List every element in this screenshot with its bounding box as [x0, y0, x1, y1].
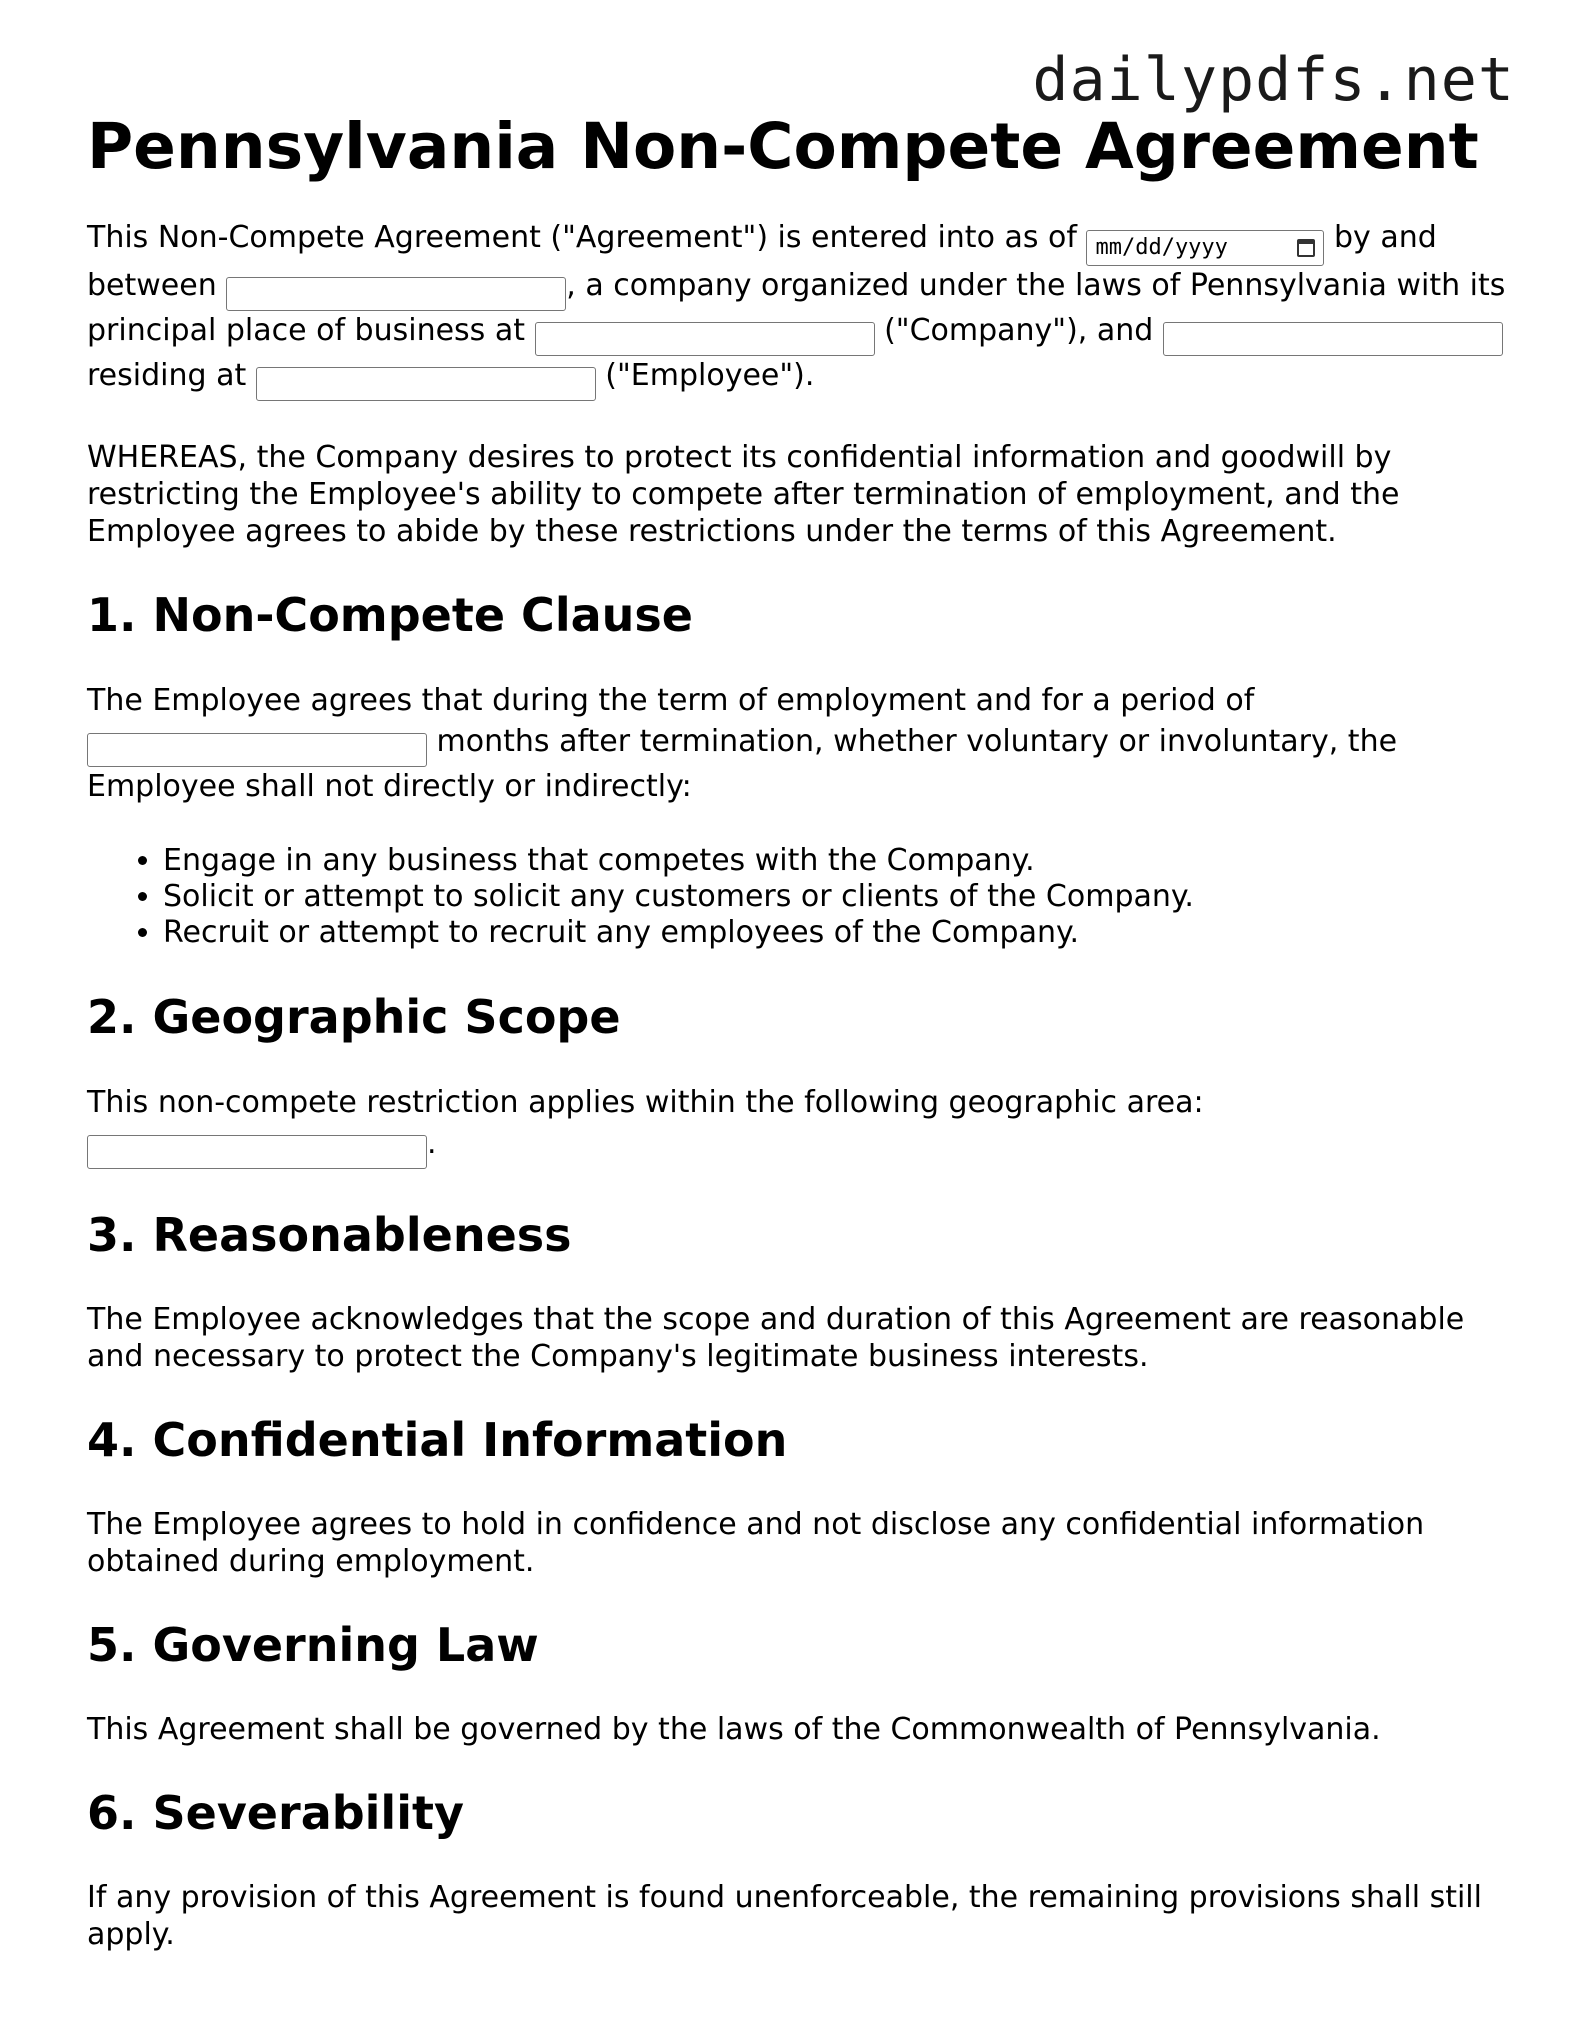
non-compete-text: The Employee agrees that during the term of employment and for a period of: [87, 683, 1255, 719]
intro-text: , a company organized under the laws of Pennsylvania with its principal place of business at: [87, 268, 1506, 349]
geographic-scope-paragraph: [87, 1083, 1507, 1169]
intro-paragraph: [87, 218, 1507, 401]
intro-text: residing at: [87, 358, 256, 394]
section-heading-governing-law: 5. Governing Law: [87, 1617, 539, 1672]
section-heading-geographic-scope: 2. Geographic Scope: [87, 990, 621, 1045]
confidential-information-paragraph: The Employee agrees to hold in confidence and not disclose any confidential information obtained during employment.: [87, 1506, 1425, 1579]
severability-paragraph: If any provision of this Agreement is found unenforceable, the remaining provisions shall still apply.: [87, 1879, 1482, 1952]
employee-address-input[interactable]: [256, 367, 596, 401]
section-heading-non-compete: 1. Non-Compete Clause: [87, 588, 693, 643]
list-item: • Recruit or attempt to recruit any employees of the Company.: [163, 915, 1507, 951]
list-item: • Engage in any business that competes with the Company.: [163, 843, 1507, 879]
governing-law-paragraph: This Agreement shall be governed by the laws of the Commonwealth of Pennsylvania.: [87, 1711, 1381, 1747]
section-heading-severability: 6. Severability: [87, 1785, 464, 1840]
employee-name-input[interactable]: [1163, 322, 1503, 356]
watermark: dailypdfs.net: [1032, 45, 1515, 115]
intro-text: This Non-Compete Agreement ("Agreement") is entered into as of: [87, 220, 1087, 255]
intro-text: by and between: [87, 220, 1437, 304]
section-heading-reasonableness: 3. Reasonableness: [87, 1207, 572, 1262]
geographic-scope-text: This non-compete restriction applies within the following geographic area:: [87, 1085, 1204, 1121]
months-period-input[interactable]: [87, 733, 427, 767]
agreement-document: [87, 108, 1507, 1990]
list-item: • Solicit or attempt to solicit any customers or clients of the Company.: [163, 879, 1507, 915]
non-compete-paragraph: [87, 681, 1507, 807]
restrictions-list: [87, 843, 1507, 951]
intro-text: ("Employee").: [595, 358, 815, 394]
page-title: Pennsylvania Non-Compete Agreement: [87, 110, 1479, 183]
non-compete-text: months after termination, whether voluntary or involuntary, the Employee shall not directly or indirectly:: [87, 723, 1398, 804]
company-name-input[interactable]: [226, 277, 566, 311]
calendar-icon[interactable]: [1297, 239, 1315, 257]
date-placeholder: mm/dd/yyyy: [1095, 235, 1228, 260]
section-heading-confidential-information: 4. Confidential Information: [87, 1412, 788, 1467]
agreement-date-input[interactable]: [1086, 230, 1324, 266]
whereas-paragraph: WHEREAS, the Company desires to protect its confidential information and goodwill by restricting the Employee's ability to compete after termination of employment, and the Employee agrees to abide by these restrictions under the terms of this Agreement.: [87, 440, 1400, 550]
geographic-area-input[interactable]: [87, 1135, 427, 1169]
geographic-scope-text: .: [427, 1125, 437, 1161]
company-address-input[interactable]: [535, 322, 875, 356]
intro-text: ("Company"), and: [874, 313, 1163, 349]
reasonableness-paragraph: The Employee acknowledges that the scope and duration of this Agreement are reasonable and necessary to protect the Company's legitimate business interests.: [87, 1301, 1465, 1374]
